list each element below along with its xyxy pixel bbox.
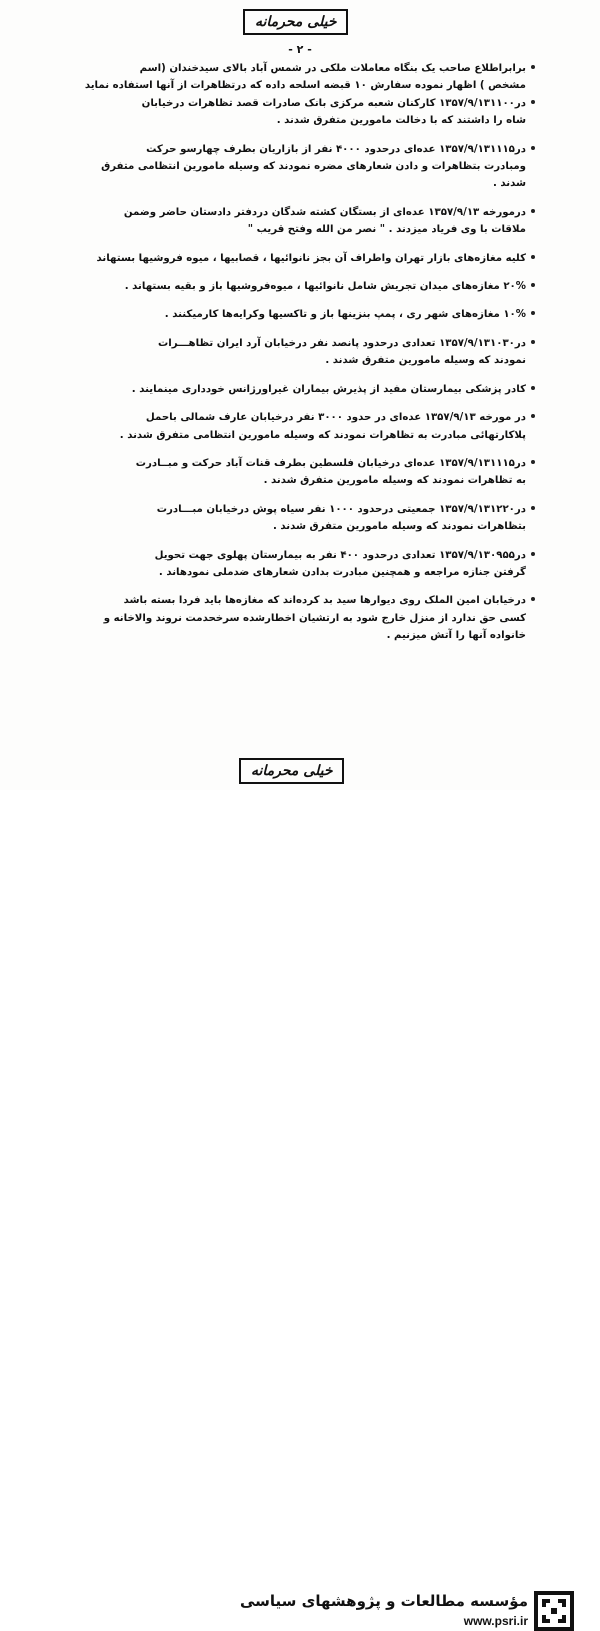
report-paragraph: [62, 409, 526, 444]
page-number: - ۲ -: [288, 43, 312, 56]
report-line: درمورخه ۱۳۵۷/۹/۱۳ عده‌ای از بستگان کشته شدگان دردفتر دادستان حاضر وضمن: [123, 206, 526, 218]
report-line: برابراطلاع صاحب یک بنگاه معاملات ملکی در شمس آباد بالای سیدخندان (اسم: [139, 63, 526, 74]
report-paragraph: [62, 335, 526, 370]
report-line: مشخص ) اظهار نموده سفارش ۱۰ قبضه اسلحه داده که درتظاهرات از آنها استفاده نماید: [84, 80, 526, 92]
report-line: گرفتن جنازه مراجعه و همچنین مبادرت بدادن شعارهای ضدملی نمودهاند .: [158, 566, 526, 578]
report-line: خانواده آنها را آتش میزنیم .: [386, 630, 526, 642]
report-line: پلاکارتهائی مبادرت به تظاهرات نمودند که وسیله مامورین انتظامی متفرق شدند .: [119, 429, 526, 441]
archive-footer: [0, 790, 600, 1628]
report-line: در۱۳۵۷/۹/۱۳۱۱۱۵ عده‌ای درحدود ۴۰۰۰ نفر از بازاریان بطرف چهارسو حرکت: [146, 143, 526, 155]
report-line: نمودند که وسیله مامورین متفرق شدند .: [325, 355, 526, 367]
institute-website-link[interactable]: www.psri.ir: [463, 1614, 528, 1628]
report-paragraph: [62, 278, 526, 295]
report-paragraph: [62, 95, 526, 130]
report-paragraph: [62, 250, 526, 267]
report-line: بتظاهرات نمودند که وسیله مامورین متفرق شدند .: [272, 521, 526, 533]
report-paragraph: [62, 501, 526, 536]
classification-stamp-bottom: خیلی محرمانه: [239, 758, 344, 784]
report-line: به تظاهرات نمودند که وسیله مامورین متفرق شدند .: [263, 475, 526, 487]
report-paragraph: [62, 381, 526, 398]
report-line: ومبادرت بتظاهرات و دادن شعارهای مضره نمودند که وسیله مامورین انتظامی متفرق: [101, 161, 526, 173]
report-line: ۱۰% مغازه‌های شهر ری ، پمپ بنزینها باز و تاکسیها وکرایه‌ها کارمیکنند .: [164, 309, 526, 321]
report-paragraph: [62, 455, 526, 490]
report-paragraph: [62, 60, 526, 95]
document-body: [62, 60, 526, 645]
report-line: شدند .: [492, 178, 526, 190]
report-line: شاه را داشتند که با دخالت مامورین متفرق شدند .: [276, 115, 526, 127]
report-line: کسی حق ندارد از منزل خارج شود به ارتشیان اخطارشده سرخحدمت نروند والاخانه و: [103, 612, 526, 624]
report-line: در۱۳۵۷/۹/۱۳۱۱۱۵ عده‌ای درخیابان فلسطین بطرف قنات آباد حرکت و مبــادرت: [135, 457, 526, 469]
report-line: ملاقات با وی فریاد میزدند . " نصر من الله وفتح قریب ": [247, 224, 526, 236]
report-line: در۱۳۵۷/۹/۱۳۱۲۲۰ جمعیتی درحدود ۱۰۰۰ نفر سیاه پوش درخیابان مبـــادرت: [156, 503, 526, 515]
report-paragraph: [62, 141, 526, 193]
report-paragraph: [62, 547, 526, 582]
report-line: درخیابان امین الملک روی دیوارها سید بد کرده‌اند که مغازه‌ها باید فردا بسته باشد: [123, 595, 526, 607]
classification-stamp-top: خیلی محرمانه: [243, 9, 348, 35]
report-line: در۱۳۵۷/۹/۱۳۱۱۰۰ کارکنان شعبه مرکزی بانک صادرات قصد تظاهرات درخیابان: [141, 97, 526, 109]
report-line: ۲۰% مغازه‌های میدان تجریش شامل نانوائیها ، میوه‌فروشیها باز و بقیه بستهاند .: [124, 281, 526, 293]
report-paragraph: [62, 306, 526, 323]
psri-logo-icon: [534, 1591, 574, 1631]
report-line: در۱۳۵۷/۹/۱۳۰۹۵۵ تعدادی درحدود ۴۰۰ نفر به بیمارستان پهلوی جهت تحویل: [154, 549, 526, 561]
report-line: در۱۳۵۷/۹/۱۳۱۰۳۰ تعدادی درحدود پانصد نفر درخیابان آرد ایران تظاهـــرات: [158, 337, 526, 349]
report-line: کلیه مغازه‌های بازار تهران واطراف آن بجز نانوائیها ، قصابیها ، میوه فروشیها بستهاند: [96, 252, 526, 264]
report-paragraph: [62, 592, 526, 644]
report-paragraph: [62, 204, 526, 239]
report-line: کادر پزشکی بیمارستان مفید از پذیرش بیماران غیراورژانس خودداری مینمایند .: [131, 383, 526, 395]
institute-name: مؤسسه مطالعات و پژوهشهای سیاسی: [239, 1592, 528, 1610]
report-line: در مورخه ۱۳۵۷/۹/۱۳ عده‌ای در حدود ۳۰۰۰ نفر درخیابان عارف شمالی باحمل: [145, 412, 526, 424]
